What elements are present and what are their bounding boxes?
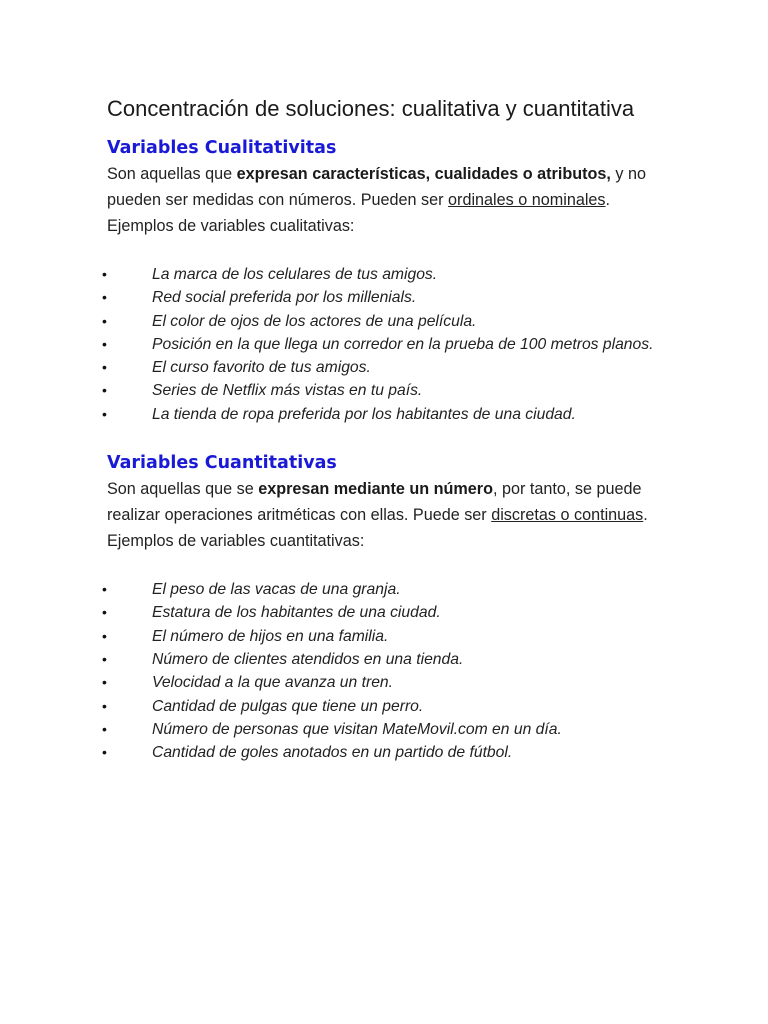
bullet-icon: •: [102, 697, 107, 714]
list-item-text: Velocidad a la que avanza un tren.: [152, 674, 394, 692]
qualitative-examples-label: Ejemplos de variables cualitativas:: [107, 217, 355, 235]
page-title: Concentración de soluciones: cualitativa y cuantitativa: [107, 96, 635, 121]
quantitative-intro-text-1: Son aquellas que se: [107, 480, 259, 499]
list-item: [102, 625, 663, 648]
quantitative-intro-text-4: .: [643, 506, 648, 525]
list-item-text: Cantidad de goles anotados en un partido de fútbol.: [152, 744, 513, 762]
qualitative-intro-line-1: [107, 165, 646, 183]
quantitative-intro-text-2: , por tanto, se puede: [493, 480, 642, 499]
list-item: [102, 379, 663, 402]
list-item-text: Posición en la que llega un corredor en la prueba de 100 metros planos.: [152, 335, 654, 353]
bullet-icon: •: [102, 359, 107, 376]
list-item-text: La marca de los celulares de tus amigos.: [152, 266, 438, 283]
list-item: [102, 578, 663, 601]
bullet-icon: •: [102, 650, 107, 667]
qualitative-intro-text-2: y no: [610, 165, 646, 183]
qualitative-intro-underlined: ordinales o nominales: [448, 191, 606, 209]
list-item-text: Cantidad de pulgas que tiene un perro.: [152, 697, 424, 715]
bullet-icon: •: [102, 312, 107, 329]
qualitative-heading: Variables Cualitativitas: [107, 138, 337, 158]
qualitative-intro: [107, 161, 663, 239]
bullet-icon: •: [102, 289, 107, 306]
bullet-icon: •: [102, 266, 107, 282]
list-item: [102, 648, 663, 671]
qualitative-intro-bold: expresan características, cualidades o atributos,: [236, 165, 611, 183]
list-item-text: El peso de las vacas de una granja.: [152, 581, 401, 599]
bullet-icon: •: [102, 720, 107, 737]
qualitative-intro-text-4: .: [605, 191, 611, 209]
list-item: [102, 310, 663, 333]
quantitative-intro: [107, 476, 663, 554]
bullet-icon: •: [102, 604, 107, 621]
list-item: [102, 718, 663, 741]
list-item: [102, 333, 663, 356]
list-item: [102, 403, 663, 426]
bullet-icon: •: [102, 382, 107, 399]
list-item-text: Número de clientes atendidos en una tienda.: [152, 650, 464, 668]
list-item: [102, 741, 663, 764]
list-item-text: El curso favorito de tus amigos.: [152, 359, 371, 377]
bullet-icon: •: [102, 674, 107, 691]
quantitative-examples-list: [102, 578, 663, 764]
document-page: [102, 93, 663, 764]
quantitative-intro-bold: expresan mediante un número: [258, 480, 493, 499]
list-item: [102, 263, 663, 286]
list-item: [102, 671, 663, 694]
list-item: [102, 286, 663, 309]
qualitative-intro-text-3: pueden ser medidas con números. Pueden ser: [107, 191, 449, 209]
qualitative-section: [102, 135, 663, 426]
bullet-icon: •: [102, 581, 107, 598]
bullet-icon: •: [102, 405, 107, 422]
bullet-icon: •: [102, 627, 107, 644]
spacer: [107, 239, 663, 263]
quantitative-examples-label: Ejemplos de variables cuantitativas:: [107, 532, 365, 551]
list-item-text: Estatura de los habitantes de una ciudad.: [152, 604, 441, 622]
bullet-icon: •: [102, 335, 107, 352]
list-item-text: Número de personas que visitan MateMovil.com en un día.: [152, 720, 562, 738]
quantitative-intro-line-1: [107, 480, 642, 498]
qualitative-intro-text-1: Son aquellas que: [107, 165, 237, 183]
quantitative-heading: Variables Cuantitativas: [107, 453, 337, 474]
bullet-icon: •: [102, 744, 107, 761]
list-item-text: El número de hijos en una familia.: [152, 627, 389, 645]
list-item: [102, 695, 663, 718]
quantitative-section: [102, 450, 663, 764]
list-item-text: Red social preferida por los millenials.: [152, 289, 417, 307]
list-item-text: La tienda de ropa preferida por los habitantes de una ciudad.: [152, 405, 576, 423]
list-item: [102, 356, 663, 379]
list-item: [102, 601, 663, 624]
quantitative-intro-underlined: discretas o continuas: [491, 506, 644, 525]
list-item-text: Series de Netflix más vistas en tu país.: [152, 382, 423, 400]
qualitative-examples-list: [102, 263, 663, 426]
list-item-text: El color de ojos de los actores de una película.: [152, 312, 477, 330]
quantitative-intro-text-3: realizar operaciones aritméticas con ellas. Puede ser: [107, 506, 492, 525]
spacer: [107, 554, 663, 578]
